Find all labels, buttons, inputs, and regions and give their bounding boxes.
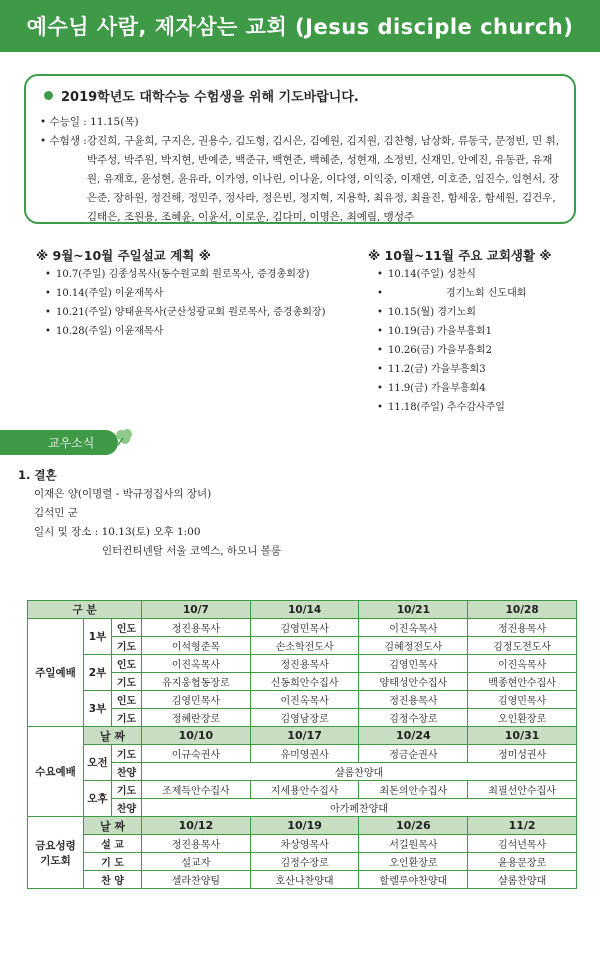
table-cell: 김영남장로 (250, 709, 359, 727)
table-cell: 정혜란장로 (142, 709, 251, 727)
sermon-plan-title: ※ 9월~10월 주일설교 계획 ※ (36, 248, 211, 263)
table-header-cell: 10/14 (250, 601, 359, 619)
table-row (28, 781, 577, 799)
table-cell: 유미영권사 (250, 745, 359, 763)
list-item: • 10.15(월) 경기노회 (388, 303, 526, 322)
table-cell: 서길원목사 (359, 835, 468, 853)
table-cell: 오인환장로 (359, 853, 468, 871)
church-events-list (374, 265, 526, 417)
table-cell: 이석형준목 (142, 637, 251, 655)
table-row (28, 727, 577, 745)
church-events-title: ※ 10월~11월 주요 교회생활 ※ (368, 248, 552, 263)
part-label: 3부 (84, 691, 112, 727)
role-label: 기도 (112, 673, 142, 691)
table-cell: 셀라찬양팀 (142, 871, 251, 889)
prayer-request-box (24, 74, 576, 224)
news-groom: 김석민 군 (34, 507, 78, 519)
table-cell: 김정수장로 (359, 709, 468, 727)
list-item: • 10.28(주일) 이윤재목사 (56, 322, 325, 341)
table-cell: 김영민목사 (359, 655, 468, 673)
news-where: 인터컨티넨탈 서울 코엑스, 하모니 볼룸 (102, 545, 281, 557)
table-cell: 이규숙권사 (142, 745, 251, 763)
news-section-tab (0, 430, 118, 455)
table-cell: 이진옥목사 (250, 691, 359, 709)
exam-date: • 수능일 : 11.15(목) (40, 116, 139, 128)
table-row (28, 655, 577, 673)
table-row (28, 817, 577, 835)
table-cell: 지세용안수집사 (250, 781, 359, 799)
table-cell: 정진용목사 (468, 619, 577, 637)
table-row (28, 691, 577, 709)
table-cell: 김영민목사 (250, 619, 359, 637)
role-label: 찬 양 (84, 871, 142, 889)
date-cell: 10/10 (142, 727, 251, 745)
prayer-heading (44, 86, 560, 105)
list-item: • 10.7(주일) 김종성목사(동수원교회 원로목사, 증경총회장) (56, 265, 325, 284)
table-cell: 윤용문장로 (468, 853, 577, 871)
role-label: 찬양 (112, 799, 142, 817)
table-cell: 설교자 (142, 853, 251, 871)
role-label: 찬양 (112, 763, 142, 781)
bullet-dot-icon (44, 91, 53, 100)
role-label: 기도 (112, 709, 142, 727)
table-cell: 이진옥목사 (359, 619, 468, 637)
list-item: • 11.9(금) 가을부흥회4 (388, 379, 526, 398)
table-row (28, 853, 577, 871)
list-item: • 10.21(주일) 양태윤목사(군산성광교회 원로목사, 증경총회장) (56, 303, 325, 322)
table-cell: 샬롬찬양대 (468, 871, 577, 889)
sermon-plan-list (42, 265, 325, 341)
section-label: 주일예배 (28, 619, 84, 727)
news-content (18, 466, 281, 561)
table-cell: 조제득안수집사 (142, 781, 251, 799)
table-header-cell: 10/7 (142, 601, 251, 619)
role-label: 기도 (112, 745, 142, 763)
news-when: 일시 및 장소 : 10.13(토) 오후 1:00 (34, 526, 201, 538)
date-label: 날 짜 (84, 817, 142, 835)
table-cell: 샬롬찬양대 (142, 763, 577, 781)
table-cell: 정진용목사 (359, 691, 468, 709)
table-cell: 최필선안수집사 (468, 781, 577, 799)
table-cell: 할렐루야찬양대 (359, 871, 468, 889)
date-cell: 10/26 (359, 817, 468, 835)
prayer-heading-text: 2019학년도 대학수능 수험생을 위해 기도바랍니다. (61, 90, 359, 105)
table-cell: 최돈의안수집사 (359, 781, 468, 799)
table-cell: 김석년목사 (468, 835, 577, 853)
table-cell: 유지웅협동장로 (142, 673, 251, 691)
list-item: • 10.14(주일) 성찬식 (388, 265, 526, 284)
table-cell: 김혜정전도사 (359, 637, 468, 655)
table-cell: 백종현안수집사 (468, 673, 577, 691)
news-tab-label: 교우소식 (48, 436, 95, 450)
table-cell: 신동희안수집사 (250, 673, 359, 691)
table-cell: 김정수장로 (250, 853, 359, 871)
table-row (28, 619, 577, 637)
date-cell: 10/12 (142, 817, 251, 835)
table-header-cell: 10/21 (359, 601, 468, 619)
table-cell: 이진옥목사 (468, 655, 577, 673)
section-label: 수요예배 (28, 727, 84, 817)
table-cell: 차상영목사 (250, 835, 359, 853)
role-label: 기 도 (84, 853, 142, 871)
table-cell: 오인환장로 (468, 709, 577, 727)
service-schedule-table (27, 600, 577, 889)
examinees-row (40, 132, 560, 227)
table-cell: 정금순권사 (359, 745, 468, 763)
part-label: 오후 (84, 781, 112, 817)
table-cell: 정미성권사 (468, 745, 577, 763)
table-cell: 양태성안수집사 (359, 673, 468, 691)
table-cell: 정진용목사 (142, 835, 251, 853)
part-label: 1부 (84, 619, 112, 655)
date-cell: 10/17 (250, 727, 359, 745)
examinees-label: • 수험생 : (40, 135, 87, 147)
table-cell: 정진용목사 (142, 619, 251, 637)
role-label: 인도 (112, 691, 142, 709)
date-cell: 10/31 (468, 727, 577, 745)
table-cell: 김영민목사 (142, 691, 251, 709)
table-cell: 김정도전도사 (468, 637, 577, 655)
table-cell: 호산나찬양대 (250, 871, 359, 889)
role-label: 설 교 (84, 835, 142, 853)
table-cell: 아가페찬양대 (142, 799, 577, 817)
list-item: • 11.2(금) 가을부흥회3 (388, 360, 526, 379)
list-item: • 11.18(주일) 추수감사주일 (388, 398, 526, 417)
table-header-cell: 구 분 (28, 601, 142, 619)
page-banner (0, 0, 600, 52)
role-label: 인도 (112, 619, 142, 637)
table-row (28, 601, 577, 619)
list-item: • 10.14(주일) 이윤재목사 (56, 284, 325, 303)
table-cell: 김영민목사 (468, 691, 577, 709)
part-label: 2부 (84, 655, 112, 691)
section-label-line: 금요성령 (35, 839, 76, 852)
role-label: 기도 (112, 781, 142, 799)
date-label: 날 짜 (84, 727, 142, 745)
table-cell: 손소학전도사 (250, 637, 359, 655)
examinees-list: 강진희, 구윤희, 구지은, 권용수, 김도형, 김시은, 김예원, 김지원, 김찬형, 남상화, 류동국, 문정빈, 민 휘, 박주성, 박주원, 박지현, 반예준, 백준규, 백현준, 백혜준, 성현재, 소정빈, 신재민, 안예진, 유동관, 유재원, 유재호, 윤성현, 윤유라, 이가영, 이나린, 이나윤, 이다영, 이익중, 이재연, 이호준, 임진수, 임현서, 장은준, 장하원, 정건해, 정민주, 정사라, 정은빈, 정지혁, 지용학, 최유정, 최율진, 함세웅, 함세원, 김건우, 김태은, 조원용, 조혜윤, 이윤서, 이로운, 김다미, 이명은, 최예림, 맹성주 (86, 135, 560, 223)
table-header-cell: 10/28 (468, 601, 577, 619)
news-bride: 이재은 양(이명렬 - 박규정집사의 장녀) (34, 488, 212, 500)
date-cell: 10/19 (250, 817, 359, 835)
banner-title: 예수님 사람, 제자삼는 교회 (Jesus disciple church) (26, 15, 574, 39)
section-label-line: 기도회 (40, 854, 71, 867)
role-label: 기도 (112, 637, 142, 655)
date-cell: 10/24 (359, 727, 468, 745)
list-item: • 10.26(금) 가을부흥회2 (388, 341, 526, 360)
table-row (28, 835, 577, 853)
clover-leaf-icon (114, 428, 134, 446)
role-label: 인도 (112, 655, 142, 673)
table-cell: 정진용목사 (250, 655, 359, 673)
news-heading: 1. 결혼 (18, 468, 57, 482)
section-label (28, 817, 84, 889)
part-label: 오전 (84, 745, 112, 781)
list-item-sub: • 경기노회 신도대회 (388, 284, 526, 303)
table-cell: 이진옥목사 (142, 655, 251, 673)
list-item: • 10.19(금) 가을부흥회1 (388, 322, 526, 341)
table-row (28, 871, 577, 889)
table-row (28, 745, 577, 763)
date-cell: 11/2 (468, 817, 577, 835)
